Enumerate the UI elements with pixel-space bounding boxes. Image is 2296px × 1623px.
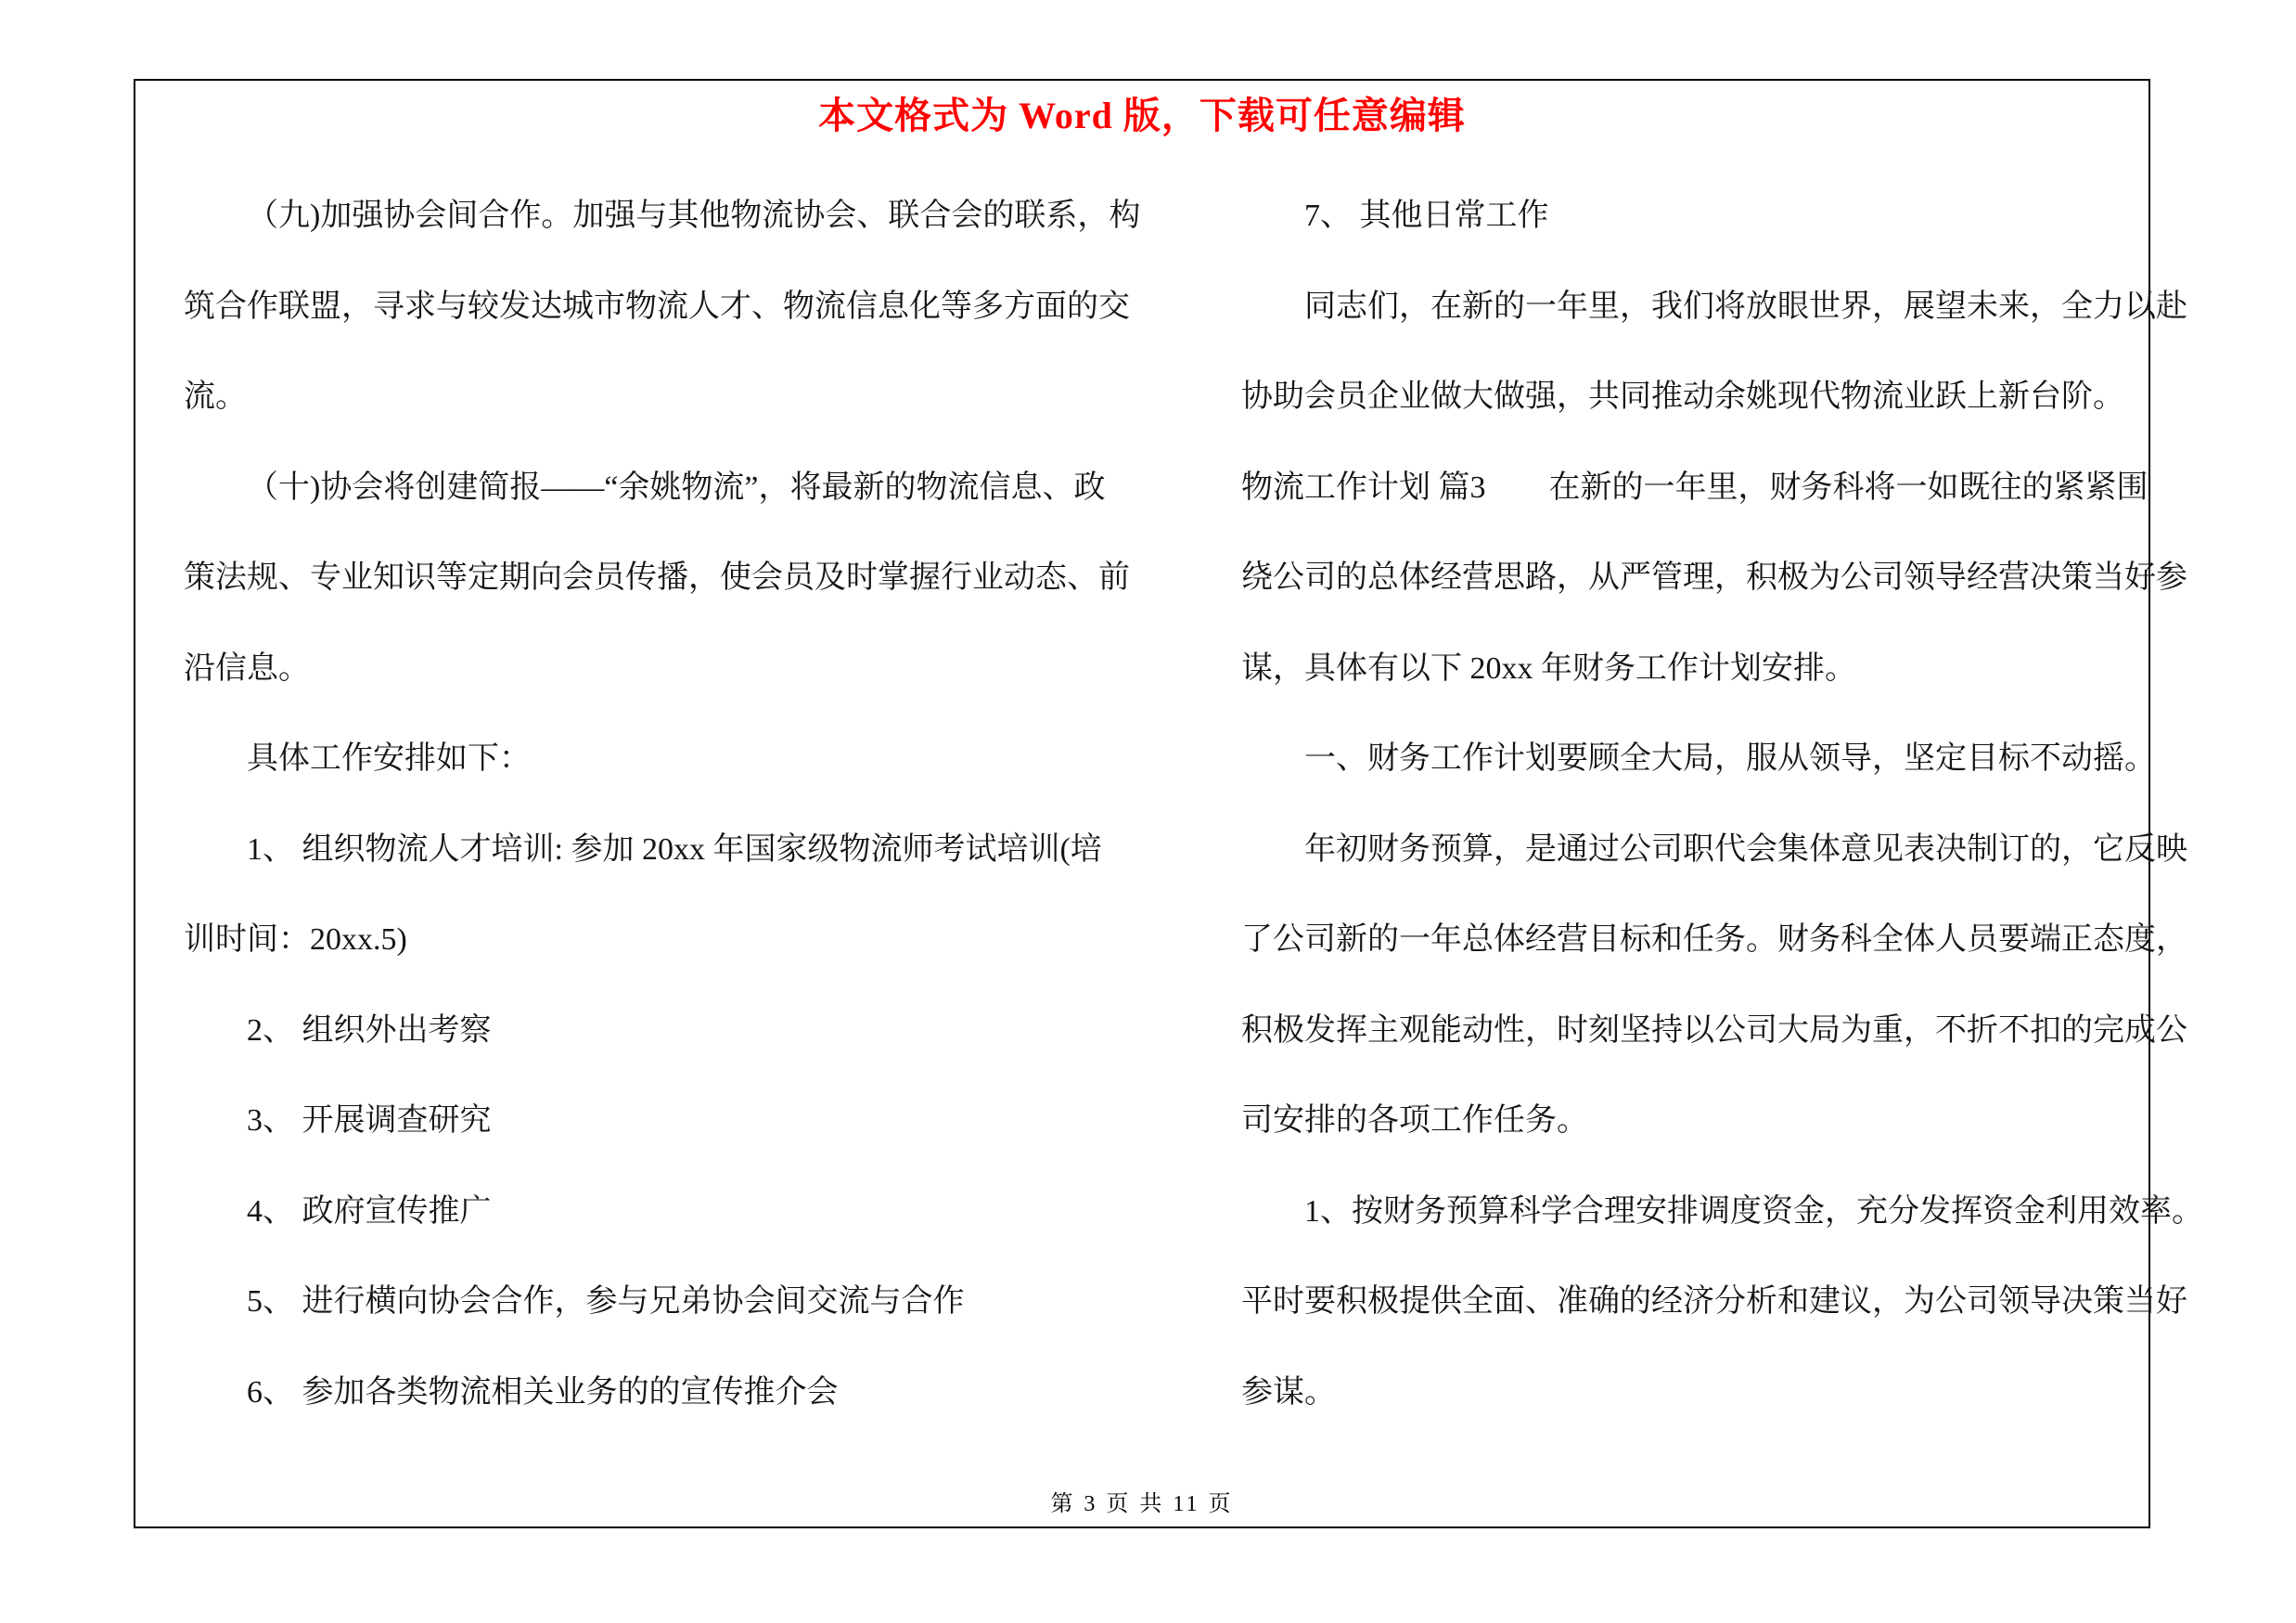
text-line: 筑合作联盟，寻求与较发达城市物流人才、物流信息化等多方面的交: [184, 289, 1130, 324]
text-line: 司安排的各项工作任务。: [1241, 1103, 1588, 1138]
text-line: （九)加强协会间合作。加强与其他物流协会、联合会的联系，构: [247, 199, 1141, 233]
text-line: 协助会员企业做大做强，共同推动余姚现代物流业跃上新台阶。: [1241, 380, 2124, 414]
document-page: [134, 79, 2203, 1528]
text-line: 训时间：20xx.5): [184, 922, 407, 957]
text-line: 物流工作计划 篇3 在新的一年里，财务科将一如既往的紧紧围: [1241, 470, 2148, 505]
text-line: 平时要积极提供全面、准确的经济分析和建议，为公司领导决策当好: [1241, 1284, 2187, 1319]
text-line: 1、 组织物流人才培训: 参加 20xx 年国家级物流师考试培训(培: [247, 831, 1102, 867]
text-line: 参谋。: [1241, 1374, 1336, 1410]
text-line: 沿信息。: [184, 650, 310, 686]
text-line: 策法规、专业知识等定期向会员传播，使会员及时掌握行业动态、前: [184, 560, 1130, 595]
text-line: 了公司新的一年总体经营目标和任务。财务科全体人员要端正态度，: [1241, 922, 2187, 957]
text-line: 积极发挥主观能动性，时刻坚持以公司大局为重，不折不扣的完成公: [1241, 1012, 2187, 1048]
header-notice: 本文格式为 Word 版，下载可任意编辑: [818, 95, 1466, 136]
text-line: 7、 其他日常工作: [1304, 199, 1549, 233]
text-column-left: [184, 171, 1154, 1437]
text-line: 1、按财务预算科学合理安排调度资金，充分发挥资金利用效率。: [1304, 1193, 2203, 1229]
text-line: 5、 进行横向协会合作，参与兄弟协会间交流与合作: [247, 1284, 965, 1319]
text-line: 具体工作安排如下：: [247, 741, 531, 776]
text-line: （十)协会将创建简报——“余姚物流”，将最新的物流信息、政: [247, 470, 1106, 505]
text-line: 3、 开展调查研究: [247, 1103, 492, 1138]
text-line: 谋，具体有以下 20xx 年财务工作计划安排。: [1241, 650, 1856, 686]
text-line: 一、财务工作计划要顾全大局，服从领导，坚定目标不动摇。: [1304, 741, 2156, 776]
text-column-right: [1241, 171, 2212, 1437]
text-line: 2、 组织外出考察: [247, 1012, 492, 1048]
text-line: 4、 政府宣传推广: [247, 1193, 492, 1229]
page-footer: 第 3 页 共 11 页: [1050, 1492, 1234, 1516]
text-line: 绕公司的总体经营思路，从严管理，积极为公司领导经营决策当好参: [1241, 560, 2187, 595]
text-line: 年初财务预算，是通过公司职代会集体意见表决制订的，它反映: [1304, 831, 2187, 867]
text-line: 6、 参加各类物流相关业务的的宣传推介会: [247, 1374, 839, 1410]
text-line: 同志们，在新的一年里，我们将放眼世界，展望未来，全力以赴: [1304, 289, 2187, 324]
text-line: 流。: [184, 380, 247, 414]
